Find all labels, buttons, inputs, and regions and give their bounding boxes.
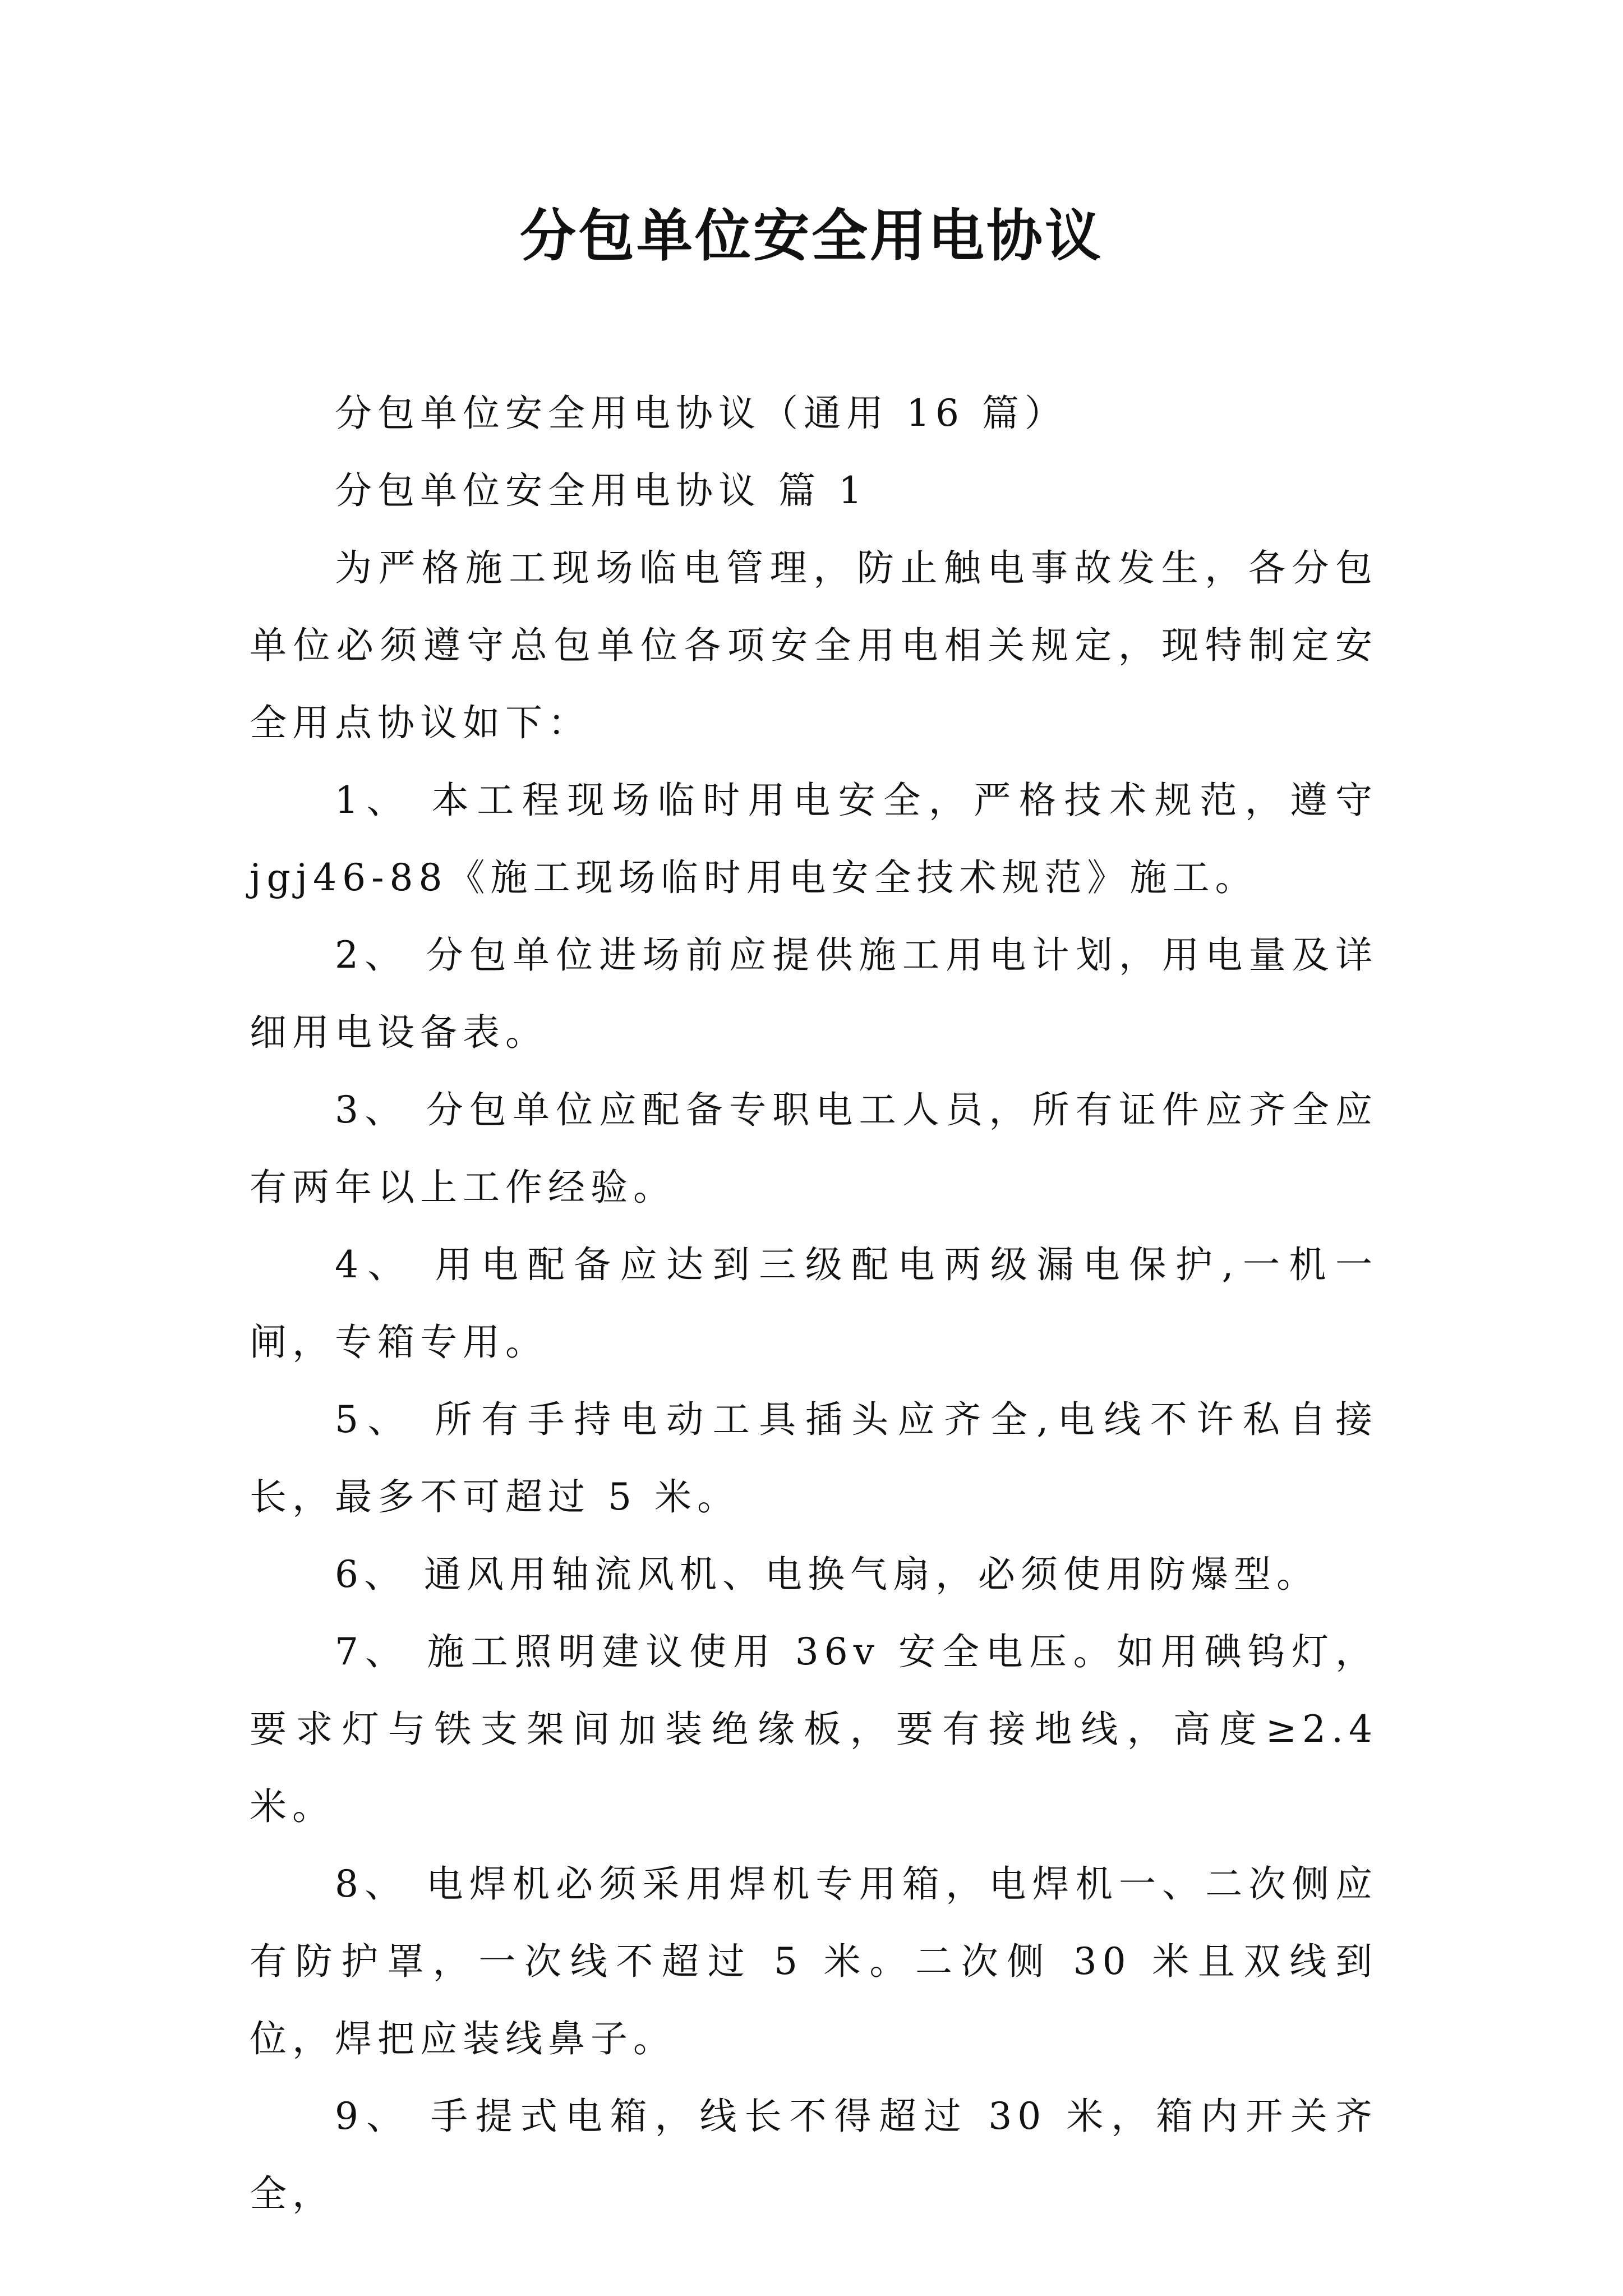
clause-item: 5、 所有手持电动工具插头应齐全,电线不许私自接长，最多不可超过 5 米。 bbox=[250, 1398, 1378, 1519]
clause-item: 4、 用电配备应达到三级配电两级漏电保护,一机一闸，专箱专用。 bbox=[250, 1243, 1378, 1364]
clause-item: 8、 电焊机必须采用焊机专用箱，电焊机一、二次侧应有防护罩，一次线不超过 5 米。二次侧 30 米且双线到位，焊把应装线鼻子。 bbox=[250, 1862, 1378, 2060]
document-subtitle: 分包单位安全用电协议（通用 16 篇） bbox=[335, 392, 1067, 435]
document-body bbox=[250, 375, 1378, 2233]
clause-item: 9、 手提式电箱，线长不得超过 30 米，箱内开关齐全， bbox=[250, 2095, 1378, 2215]
clause-item: 6、 通风用轴流风机、电换气扇，必须使用防爆型。 bbox=[335, 1553, 1319, 1596]
intro-paragraph: 为严格施工现场临电管理，防止触电事故发生，各分包单位必须遵守总包单位各项安全用电相关规定，现特制定安全用点协议如下： bbox=[250, 546, 1378, 744]
clause-item: 7、 施工照明建议使用 36v 安全电压。如用碘钨灯，要求灯与铁支架间加装绝缘板，要有接地线，高度≥2.4 米。 bbox=[250, 1630, 1378, 1828]
clause-item: 2、 分包单位进场前应提供施工用电计划，用电量及详细用电设备表。 bbox=[250, 933, 1378, 1054]
section-heading: 分包单位安全用电协议 篇 1 bbox=[335, 469, 868, 512]
clause-item: 3、 分包单位应配备专职电工人员，所有证件应齐全应有两年以上工作经验。 bbox=[250, 1088, 1378, 1209]
clause-item: 1、 本工程现场临时用电安全，严格技术规范，遵守 jgj46-88《施工现场临时用电安全技术规范》施工。 bbox=[250, 779, 1378, 899]
document-title: 分包单位安全用电协议 bbox=[520, 203, 1103, 269]
